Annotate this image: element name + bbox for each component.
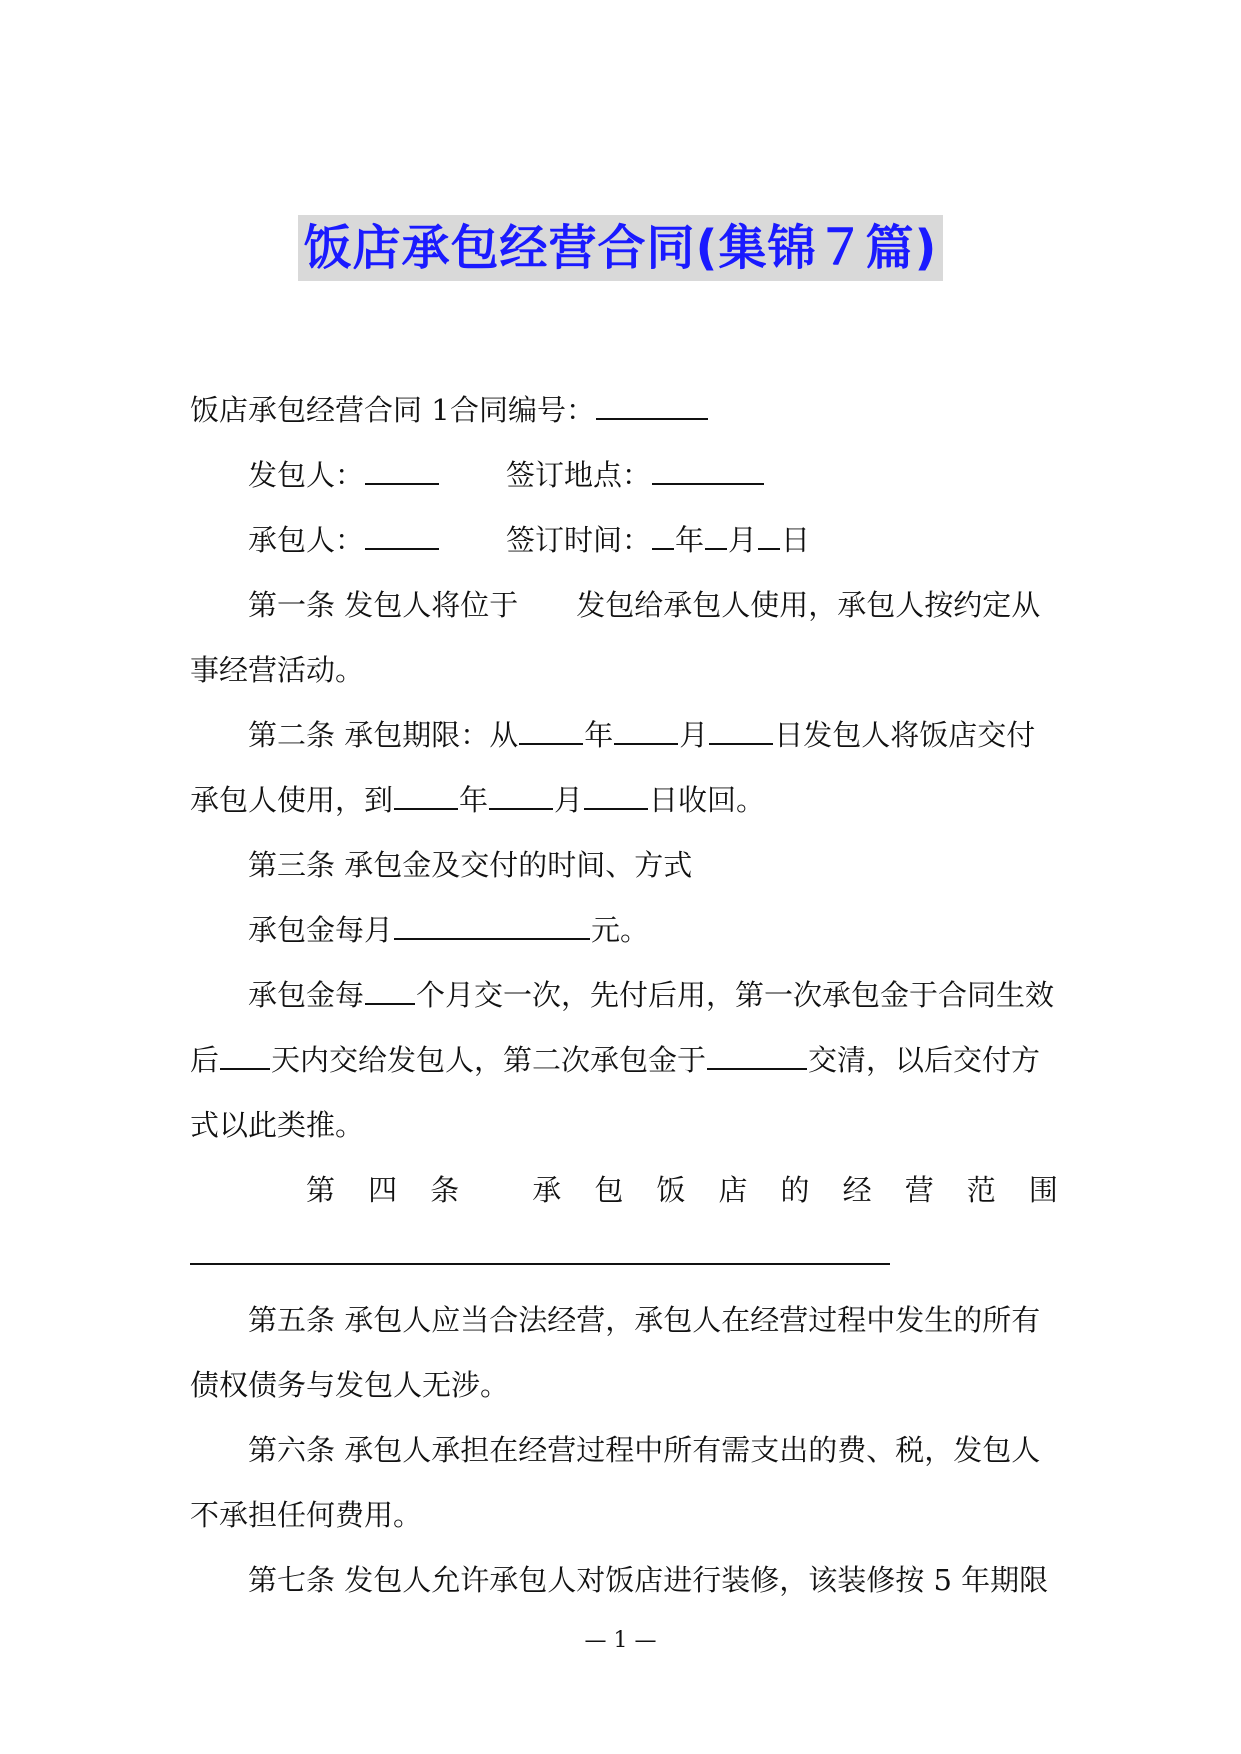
clause-3-pay-text-f: 式以此类推。: [190, 1108, 365, 1142]
clause-2-start-day-blank: [709, 715, 773, 745]
clause-2-end-month-blank: [489, 780, 553, 810]
sign-month-blank: [705, 520, 727, 550]
clause-2-end-year-label: 年: [459, 783, 489, 817]
clause-3-pay-line-1: [190, 963, 1058, 1028]
clause-4-scope-blank: [190, 1223, 1058, 1288]
clause-3-days-blank: [220, 1040, 270, 1070]
clause-6-text-a: 第六条 承包人承担在经营过程中所有需支出的费、税，发包人: [248, 1433, 1041, 1467]
clause-1-text-b: 发包给承包人使用，承包人按约定从: [576, 588, 1041, 622]
clause-4-char: 承: [532, 1173, 562, 1207]
clause-3-pay-text-d: 天内交给发包人，第二次承包金于: [271, 1043, 707, 1077]
clause-3-pay-line-3: [190, 1093, 1058, 1158]
clause-5-text-a: 第五条 承包人应当合法经营，承包人在经营过程中发生的所有: [248, 1303, 1041, 1337]
clause-4-line: [190, 1158, 1058, 1223]
clause-1-line-1: [190, 573, 1058, 638]
clause-3-months-blank: [365, 975, 415, 1005]
clause-4-char: 包: [594, 1173, 624, 1207]
sign-time-label: 签订时间：: [506, 523, 652, 557]
clause-4-char: 第: [306, 1173, 336, 1207]
clause-4-char: 营: [904, 1173, 934, 1207]
header-line-party-a: [190, 443, 1058, 508]
clause-2-text-c: 承包人使用，到: [190, 783, 394, 817]
clause-2-line-2: [190, 768, 1058, 833]
clause-2-line-1: [190, 703, 1058, 768]
clause-2-start-year-blank: [519, 715, 583, 745]
party-a-blank: [365, 455, 439, 485]
clause-4-char: 饭: [656, 1173, 686, 1207]
header-line-party-b: [190, 508, 1058, 573]
sign-place-label: 签订地点：: [506, 458, 652, 492]
clause-4-char: 范: [966, 1173, 996, 1207]
contract-no-label: 合同编号：: [450, 393, 596, 427]
clause-5-text-b: 债权债务与发包人无涉。: [190, 1368, 510, 1402]
clause-3-title-text: 第三条 承包金及交付的时间、方式: [248, 848, 693, 882]
sign-year-blank: [652, 520, 674, 550]
clause-6-line-1: [190, 1418, 1058, 1483]
document-title: 饭店承包经营合同(集锦７篇): [298, 215, 944, 281]
clause-4-char: 条: [430, 1173, 460, 1207]
clause-3-pay-text-b: 个月交一次，先付后用，第一次承包金于合同生效: [416, 978, 1055, 1012]
clause-1-text-a: 第一条 发包人将位于: [248, 588, 519, 622]
sign-year-label: 年: [675, 523, 705, 557]
clause-2-end-month-label: 月: [554, 783, 584, 817]
sign-day-blank: [758, 520, 780, 550]
clause-2-start-month-blank: [614, 715, 678, 745]
clause-2-year-label: 年: [584, 718, 614, 752]
clause-3-pay-text-a: 承包金每: [248, 978, 365, 1012]
sign-month-label: 月: [728, 523, 758, 557]
document-body: [190, 378, 1058, 1613]
clause-1-line-2: [190, 638, 1058, 703]
clause-2-end-day-blank: [584, 780, 648, 810]
clause-3-second-pay-blank: [707, 1040, 807, 1070]
clause-2-end-year-blank: [394, 780, 458, 810]
contract-no-blank: [596, 390, 708, 420]
clause-6-line-2: [190, 1483, 1058, 1548]
clause-3-title: [190, 833, 1058, 898]
sign-place-blank: [652, 455, 764, 485]
clause-4-char: 的: [780, 1173, 810, 1207]
clause-3-pay-line-2: [190, 1028, 1058, 1093]
clause-5-line-1: [190, 1288, 1058, 1353]
clause-3-pay-text-c: 后: [190, 1043, 220, 1077]
clause-3-monthly-blank: [394, 910, 590, 940]
clause-5-line-2: [190, 1353, 1058, 1418]
clause-2-month-label: 月: [679, 718, 709, 752]
clause-3-monthly-text-b: 元。: [591, 913, 650, 947]
title-container: [0, 215, 1241, 281]
clause-4-char: 四: [368, 1173, 398, 1207]
party-a-label: 发包人：: [248, 458, 365, 492]
clause-2-text-b: 日发包人将饭店交付: [774, 718, 1036, 752]
party-b-blank: [365, 520, 439, 550]
page-number: — 1 —: [584, 1628, 657, 1653]
party-b-label: 承包人：: [248, 523, 365, 557]
clause-3-monthly: [190, 898, 1058, 963]
clause-7-text-a: 第七条 发包人允许承包人对饭店进行装修，该装修按 5 年期限: [248, 1563, 1049, 1597]
clause-2-text-a: 第二条 承包期限：从: [248, 718, 519, 752]
contract-name: 饭店承包经营合同 1: [190, 393, 450, 427]
clause-7-line-1: [190, 1548, 1058, 1613]
clause-3-monthly-text-a: 承包金每月: [248, 913, 394, 947]
sign-day-label: 日: [781, 523, 811, 557]
clause-4-scope-rule: [190, 1263, 890, 1265]
header-line-contract: [190, 378, 1058, 443]
clause-3-pay-text-e: 交清，以后交付方: [808, 1043, 1041, 1077]
clause-2-text-d: 日收回。: [649, 783, 766, 817]
clause-1-text-c: 事经营活动。: [190, 653, 365, 687]
clause-4-char: 经: [842, 1173, 872, 1207]
clause-6-text-b: 不承担任何费用。: [190, 1498, 423, 1532]
clause-4-char: 围: [1028, 1173, 1058, 1207]
clause-4-char: 店: [718, 1173, 748, 1207]
